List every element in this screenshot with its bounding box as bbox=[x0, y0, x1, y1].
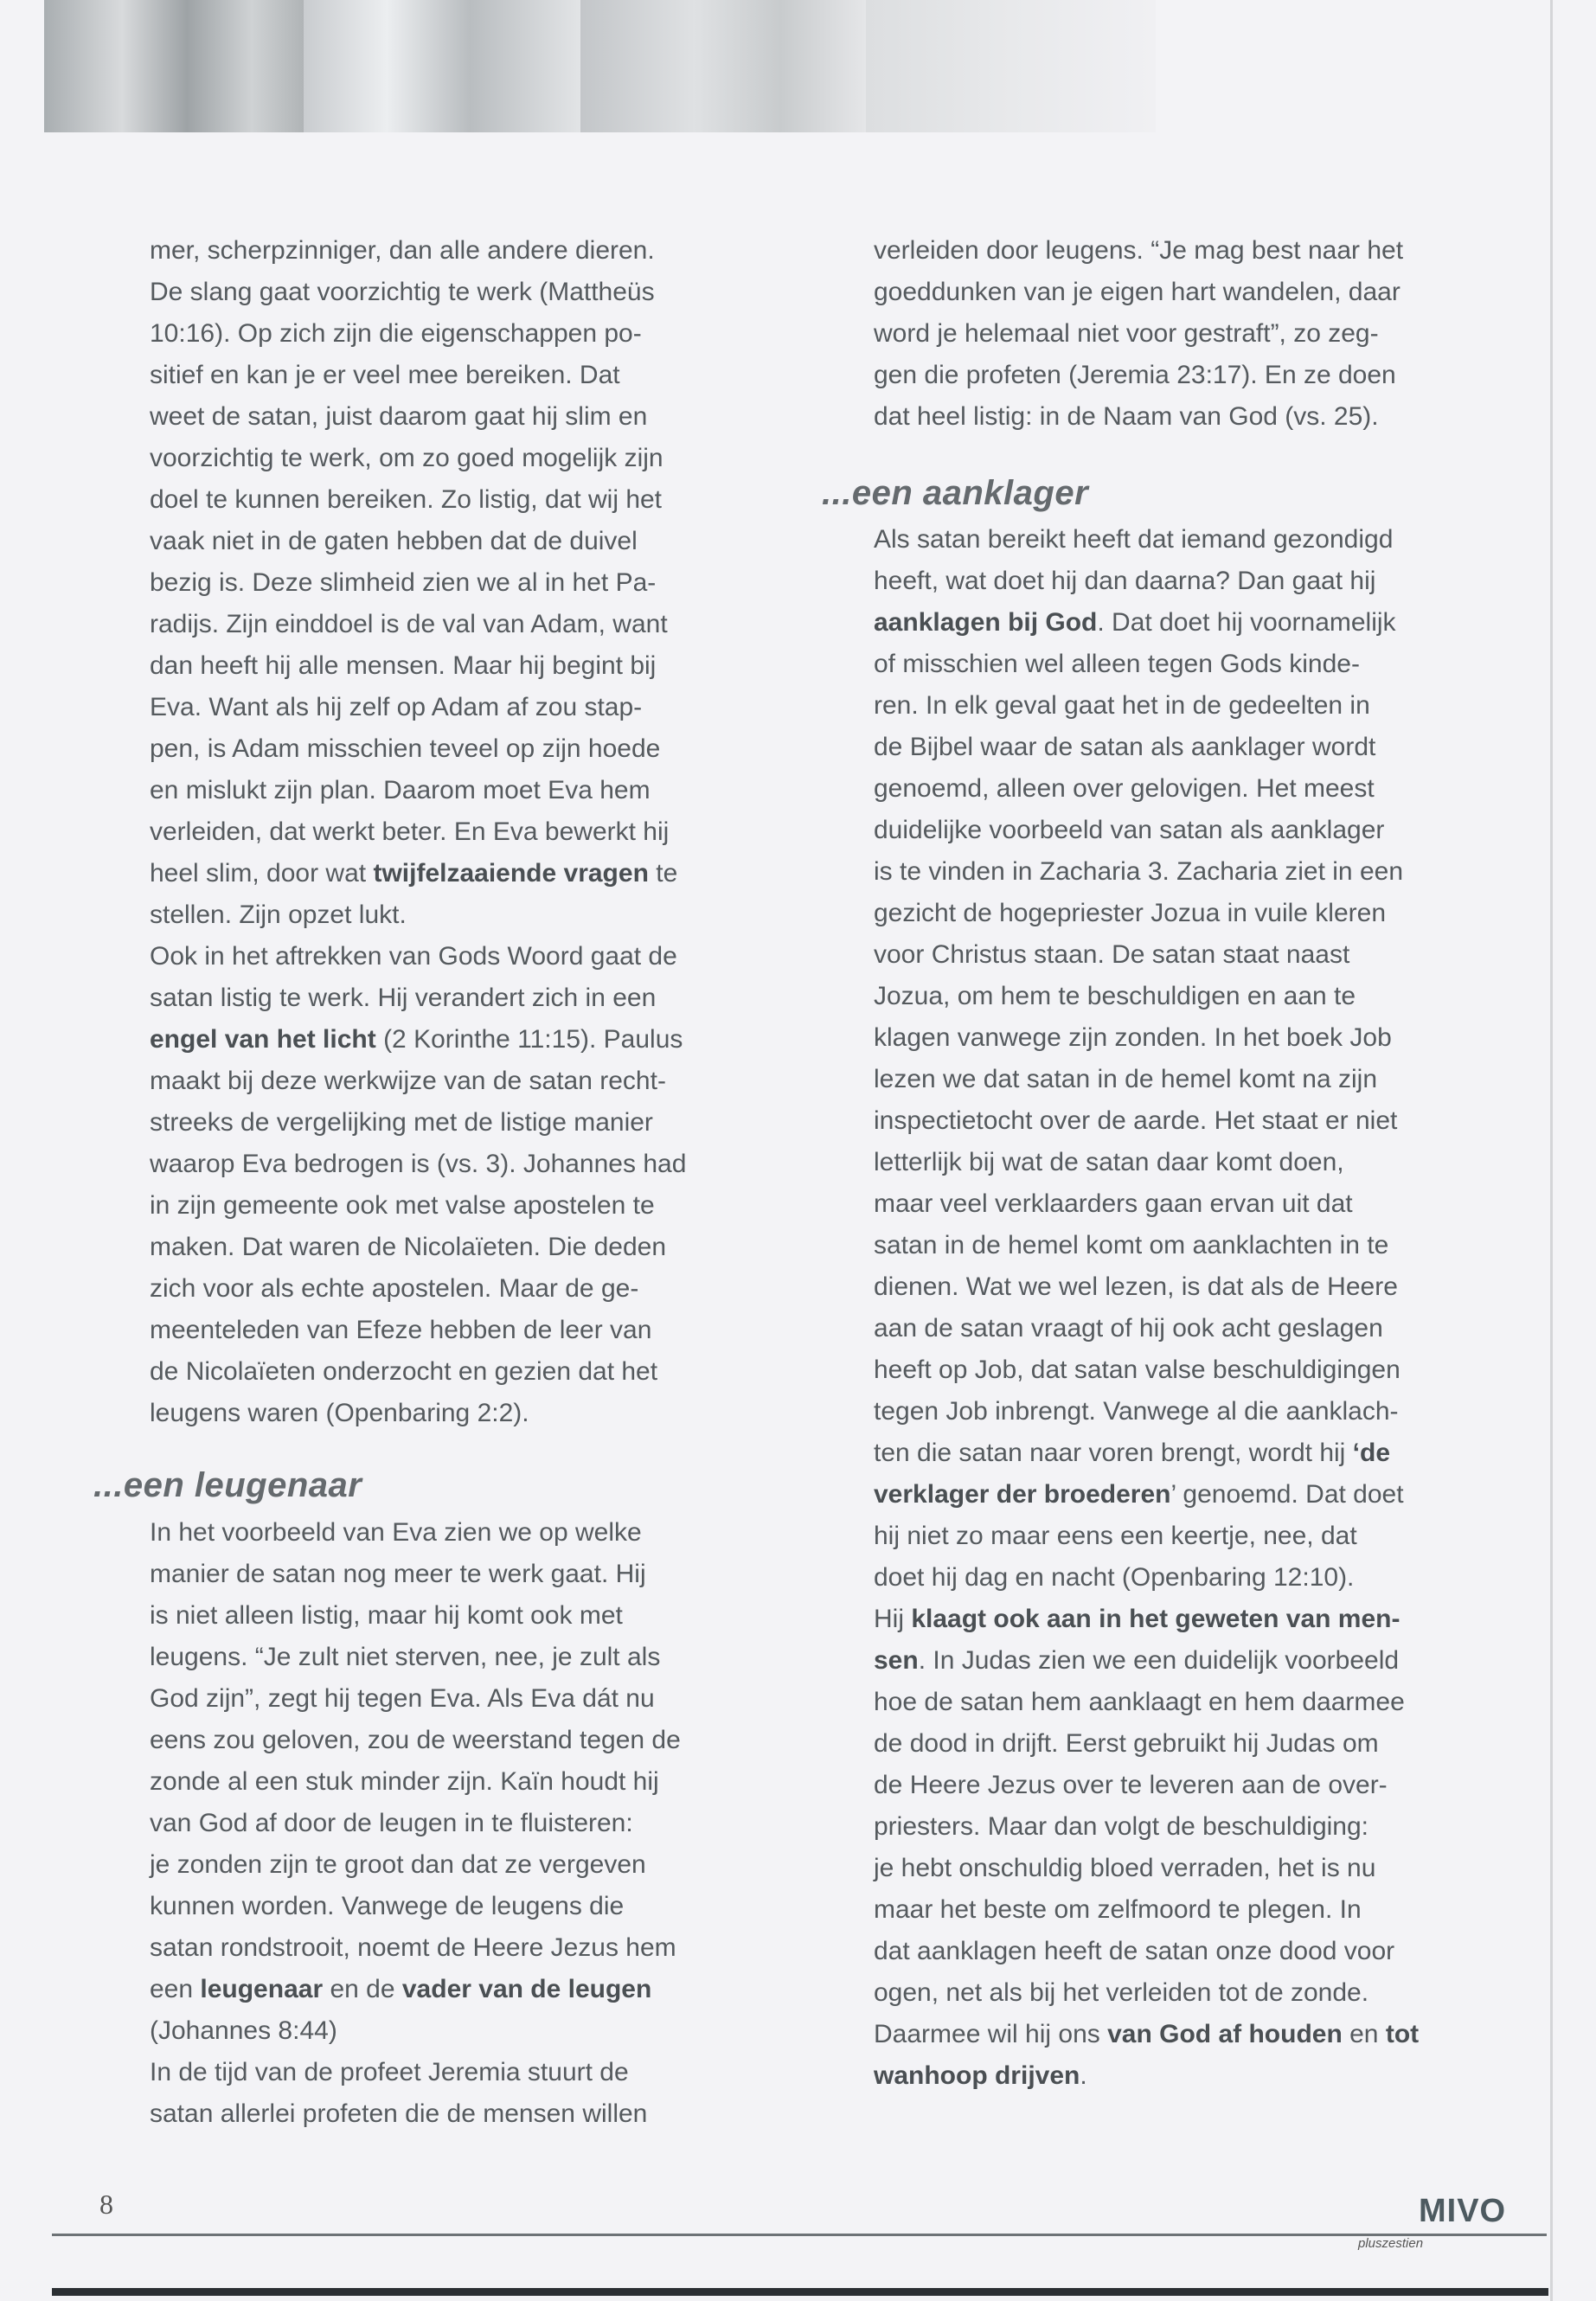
text-segment: een bbox=[150, 1975, 201, 2003]
text-line bbox=[874, 934, 1419, 976]
section-heading-leugenaar: ...een leugenaar bbox=[93, 1466, 362, 1504]
text-segment: In het voorbeeld van Eva zien we op welke bbox=[150, 1518, 642, 1547]
header-photo bbox=[580, 0, 866, 132]
text-line bbox=[874, 1017, 1419, 1059]
text-line bbox=[874, 1391, 1419, 1433]
text-segment: zich voor als echte apostelen. Maar de ge- bbox=[150, 1274, 639, 1303]
left-column-paragraph-2 bbox=[150, 1512, 681, 2135]
text-line bbox=[150, 853, 686, 894]
header-photo bbox=[44, 0, 304, 132]
text-line bbox=[874, 1931, 1419, 1972]
text-segment: maken. Dat waren de Nicolaïeten. Die deden bbox=[150, 1233, 667, 1261]
text-line bbox=[150, 1761, 681, 1803]
text-line bbox=[150, 1886, 681, 1927]
text-segment: maar het beste om zelfmoord te plegen. In bbox=[874, 1895, 1362, 1924]
text-line bbox=[874, 1599, 1419, 1640]
text-segment: kunnen worden. Vanwege de leugens die bbox=[150, 1892, 625, 1920]
text-segment: waarop Eva bedrogen is (vs. 3). Johannes had bbox=[150, 1150, 687, 1178]
header-photo bbox=[866, 0, 1156, 132]
text-segment: van God af door de leugen in te fluisteren: bbox=[150, 1809, 633, 1837]
text-segment: Ook in het aftrekken van Gods Woord gaat de bbox=[150, 942, 677, 971]
text-segment: . In Judas zien we een duidelijk voorbeeld bbox=[918, 1646, 1400, 1675]
text-segment: dan heeft hij alle mensen. Maar hij begint bij bbox=[150, 651, 657, 680]
text-line bbox=[874, 1557, 1419, 1599]
text-segment: bezig is. Deze slimheid zien we al in het Pa- bbox=[150, 568, 657, 597]
text-segment: de Heere Jezus over te leveren aan de over- bbox=[874, 1771, 1388, 1799]
bold-text: verklager der broederen bbox=[874, 1480, 1171, 1509]
text-segment: ’ genoemd. Dat doet bbox=[1170, 1480, 1404, 1509]
text-line bbox=[874, 1059, 1419, 1100]
text-segment: doel te kunnen bereiken. Zo listig, dat wij het bbox=[150, 485, 663, 514]
text-line bbox=[874, 1723, 1419, 1765]
text-line bbox=[150, 604, 686, 645]
text-segment: gen die profeten (Jeremia 23:17). En ze doen bbox=[874, 361, 1396, 389]
text-segment: gezicht de hogepriester Jozua in vuile kleren bbox=[874, 899, 1387, 927]
text-segment: is te vinden in Zacharia 3. Zacharia ziet in een bbox=[874, 857, 1403, 886]
text-segment: leugens waren (Openbaring 2:2). bbox=[150, 1399, 529, 1427]
text-segment: dienen. Wat we wel lezen, is dat als de Heere bbox=[874, 1272, 1398, 1301]
text-segment: zonde al een stuk minder zijn. Kaïn houdt hij bbox=[150, 1767, 659, 1796]
bold-text: van God af houden bbox=[1107, 2020, 1343, 2048]
text-segment: of misschien wel alleen tegen Gods kinde- bbox=[874, 650, 1360, 678]
bold-text: klaagt ook aan in het geweten van men- bbox=[911, 1605, 1401, 1633]
text-line bbox=[874, 602, 1419, 644]
text-segment: dat aanklagen heeft de satan onze dood voor bbox=[874, 1937, 1395, 1965]
bold-text: ‘de bbox=[1352, 1439, 1391, 1467]
text-segment: radijs. Zijn einddoel is de val van Adam, want bbox=[150, 610, 668, 638]
text-segment: ogen, net als bij het verleiden tot de zonde. bbox=[874, 1978, 1369, 2007]
text-line bbox=[874, 1142, 1419, 1183]
text-line bbox=[874, 644, 1419, 685]
text-segment: vaak niet in de gaten hebben dat de duivel bbox=[150, 527, 638, 555]
text-line bbox=[874, 1183, 1419, 1225]
text-segment: priesters. Maar dan volgt de beschuldiging: bbox=[874, 1812, 1368, 1841]
text-segment: stellen. Zijn opzet lukt. bbox=[150, 901, 407, 929]
text-segment: weet de satan, juist daarom gaat hij slim en bbox=[150, 402, 648, 431]
text-line bbox=[150, 1061, 686, 1102]
text-line bbox=[150, 1637, 681, 1678]
text-line bbox=[150, 687, 686, 728]
text-line bbox=[150, 438, 686, 479]
text-segment: heel slim, door wat bbox=[150, 859, 374, 888]
text-line bbox=[874, 313, 1403, 355]
text-line bbox=[150, 1595, 681, 1637]
text-segment: te bbox=[648, 859, 678, 888]
text-segment: ren. In elk geval gaat het in de gedeelten in bbox=[874, 691, 1370, 720]
text-line bbox=[874, 272, 1403, 313]
text-segment: . Dat doet hij voornamelijk bbox=[1097, 608, 1396, 637]
text-segment: manier de satan nog meer te werk gaat. Hij bbox=[150, 1560, 646, 1588]
bold-text: sen bbox=[874, 1646, 919, 1675]
bold-text: twijfelzaaiende vragen bbox=[373, 859, 649, 888]
text-line bbox=[874, 1308, 1419, 1349]
text-segment: . bbox=[1080, 2061, 1087, 2090]
text-line bbox=[150, 1969, 681, 2010]
text-line bbox=[874, 1806, 1419, 1848]
text-segment: streeks de vergelijking met de listige manier bbox=[150, 1108, 653, 1137]
text-segment: doet hij dag en nacht (Openbaring 12:10). bbox=[874, 1563, 1355, 1592]
text-segment: klagen vanwege zijn zonden. In het boek Job bbox=[874, 1023, 1392, 1052]
text-segment: inspectietocht over de aarde. Het staat er niet bbox=[874, 1106, 1398, 1135]
text-segment: heeft, wat doet hij dan daarna? Dan gaat hij bbox=[874, 567, 1376, 595]
text-segment: satan allerlei profeten die de mensen willen bbox=[150, 2099, 648, 2128]
text-segment: de Nicolaïeten onderzocht en gezien dat het bbox=[150, 1357, 658, 1386]
text-segment: je zonden zijn te groot dan dat ze vergeven bbox=[150, 1850, 646, 1879]
text-line bbox=[150, 1678, 681, 1720]
text-segment: hij niet zo maar eens een keertje, nee, dat bbox=[874, 1522, 1357, 1550]
text-line bbox=[874, 230, 1403, 272]
footer-rule bbox=[52, 2234, 1547, 2236]
text-segment: Eva. Want als hij zelf op Adam af zou stap- bbox=[150, 693, 643, 721]
brand-tagline: pluszestien bbox=[1358, 2236, 1424, 2251]
text-segment: is niet alleen listig, maar hij komt ook met bbox=[150, 1601, 623, 1630]
bold-text: tot bbox=[1385, 2020, 1420, 2048]
text-segment: In de tijd van de profeet Jeremia stuurt de bbox=[150, 2058, 629, 2086]
text-line bbox=[150, 2052, 681, 2093]
text-segment: verleiden door leugens. “Je mag best naar het bbox=[874, 236, 1404, 265]
text-segment: Hij bbox=[874, 1605, 912, 1633]
text-segment: God zijn”, zegt hij tegen Eva. Als Eva dát nu bbox=[150, 1684, 655, 1713]
text-line bbox=[874, 851, 1419, 893]
text-segment: De slang gaat voorzichtig te werk (Mattheüs bbox=[150, 278, 655, 306]
text-segment: (Johannes 8:44) bbox=[150, 2016, 337, 2045]
text-line bbox=[874, 976, 1419, 1017]
bold-text: engel van het licht bbox=[150, 1025, 376, 1054]
text-line bbox=[150, 770, 686, 811]
text-segment: Jozua, om hem te beschuldigen en aan te bbox=[874, 982, 1356, 1010]
text-line bbox=[150, 645, 686, 687]
text-segment: en bbox=[1342, 2020, 1386, 2048]
text-segment: 10:16). Op zich zijn die eigenschappen po- bbox=[150, 319, 642, 348]
text-line bbox=[874, 2055, 1419, 2097]
text-line bbox=[874, 1972, 1419, 2014]
text-segment: eens zou geloven, zou de weerstand tegen de bbox=[150, 1726, 681, 1754]
brand-name: MIVO bbox=[1419, 2193, 1507, 2229]
text-line bbox=[874, 519, 1419, 561]
text-line bbox=[874, 1765, 1419, 1806]
text-segment: de dood in drijft. Eerst gebruikt hij Judas om bbox=[874, 1729, 1379, 1758]
text-line bbox=[150, 2010, 681, 2052]
text-line bbox=[150, 1351, 686, 1393]
text-segment: en mislukt zijn plan. Daarom moet Eva hem bbox=[150, 776, 651, 804]
text-line bbox=[150, 562, 686, 604]
text-line bbox=[874, 1682, 1419, 1723]
bottom-scan-edge bbox=[52, 2288, 1548, 2296]
text-line bbox=[150, 1720, 681, 1761]
text-segment: meenteleden van Efeze hebben de leer van bbox=[150, 1316, 652, 1344]
text-line bbox=[150, 811, 686, 853]
text-segment: (2 Korinthe 11:15). Paulus bbox=[375, 1025, 683, 1054]
text-segment: satan rondstrooit, noemt de Heere Jezus hem bbox=[150, 1933, 676, 1962]
text-segment: dat heel listig: in de Naam van God (vs. 25). bbox=[874, 402, 1379, 431]
text-line bbox=[150, 521, 686, 562]
text-line bbox=[874, 1640, 1419, 1682]
page-edge bbox=[1550, 0, 1553, 2301]
text-segment: word je helemaal niet voor gestraft”, zo zeg- bbox=[874, 319, 1379, 348]
text-line bbox=[150, 1844, 681, 1886]
text-segment: je hebt onschuldig bloed verraden, het is nu bbox=[874, 1854, 1376, 1882]
text-line bbox=[874, 1474, 1419, 1516]
text-line bbox=[150, 1554, 681, 1595]
text-segment: Als satan bereikt heeft dat iemand gezondigd bbox=[874, 525, 1394, 554]
page-number: 8 bbox=[99, 2189, 113, 2220]
text-line bbox=[150, 396, 686, 438]
text-segment: duidelijke voorbeeld van satan als aanklager bbox=[874, 816, 1385, 844]
bold-text: wanhoop drijven bbox=[874, 2061, 1080, 2090]
text-line bbox=[150, 1227, 686, 1268]
text-segment: hoe de satan hem aanklaagt en hem daarmee bbox=[874, 1688, 1405, 1716]
text-segment: verleiden, dat werkt beter. En Eva bewerkt hij bbox=[150, 817, 670, 846]
text-line bbox=[150, 1268, 686, 1310]
text-line bbox=[150, 1102, 686, 1144]
text-line bbox=[150, 1803, 681, 1844]
text-segment: en de bbox=[323, 1975, 402, 2003]
text-segment: lezen we dat satan in de hemel komt na zijn bbox=[874, 1065, 1377, 1093]
text-line bbox=[150, 1927, 681, 1969]
text-segment: tegen Job inbrengt. Vanwege al die aanklach- bbox=[874, 1397, 1399, 1426]
right-column-paragraph-1 bbox=[874, 230, 1403, 438]
text-segment: satan listig te werk. Hij verandert zich in een bbox=[150, 984, 657, 1012]
text-line bbox=[874, 893, 1419, 934]
text-line bbox=[150, 1185, 686, 1227]
text-line bbox=[150, 1393, 686, 1434]
header-photo-strip bbox=[44, 0, 1156, 132]
text-segment: maar veel verklaarders gaan ervan uit dat bbox=[874, 1189, 1353, 1218]
text-line bbox=[874, 561, 1419, 602]
text-segment: mer, scherpzinniger, dan alle andere dieren. bbox=[150, 236, 655, 265]
text-line bbox=[874, 1266, 1419, 1308]
text-line bbox=[874, 396, 1403, 438]
left-column-paragraph-1 bbox=[150, 230, 686, 1434]
text-segment: pen, is Adam misschien teveel op zijn hoede bbox=[150, 734, 661, 763]
text-segment: in zijn gemeente ook met valse apostelen te bbox=[150, 1191, 655, 1220]
text-line bbox=[150, 1144, 686, 1185]
text-line bbox=[150, 313, 686, 355]
bold-text: leugenaar bbox=[200, 1975, 324, 2003]
text-segment: voor Christus staan. De satan staat naast bbox=[874, 940, 1350, 969]
text-segment: genoemd, alleen over gelovigen. Het meest bbox=[874, 774, 1375, 803]
text-segment: ten die satan naar voren brengt, wordt hij bbox=[874, 1439, 1353, 1467]
text-line bbox=[874, 1433, 1419, 1474]
text-line bbox=[150, 230, 686, 272]
text-line bbox=[874, 1889, 1419, 1931]
text-line bbox=[150, 1019, 686, 1061]
text-line bbox=[874, 1225, 1419, 1266]
text-line bbox=[874, 1848, 1419, 1889]
right-column-paragraph-2 bbox=[874, 519, 1419, 2097]
text-line bbox=[150, 1310, 686, 1351]
text-line bbox=[150, 936, 686, 977]
text-line bbox=[150, 977, 686, 1019]
text-segment: letterlijk bij wat de satan daar komt doen, bbox=[874, 1148, 1344, 1176]
text-line bbox=[150, 479, 686, 521]
text-line bbox=[874, 2014, 1419, 2055]
bold-text: vader van de leugen bbox=[401, 1975, 652, 2003]
text-line bbox=[874, 1349, 1419, 1391]
text-line bbox=[874, 355, 1403, 396]
text-segment: maakt bij deze werkwijze van de satan recht- bbox=[150, 1067, 666, 1095]
text-line bbox=[874, 727, 1419, 768]
text-line bbox=[150, 728, 686, 770]
text-segment: Daarmee wil hij ons bbox=[874, 2020, 1108, 2048]
text-line bbox=[150, 894, 686, 936]
text-segment: aan de satan vraagt of hij ook acht geslagen bbox=[874, 1314, 1383, 1343]
text-segment: leugens. “Je zult niet sterven, nee, je zult als bbox=[150, 1643, 661, 1671]
section-heading-aanklager: ...een aanklager bbox=[822, 474, 1089, 512]
text-segment: de Bijbel waar de satan als aanklager wordt bbox=[874, 733, 1376, 761]
bold-text: aanklagen bij God bbox=[874, 608, 1098, 637]
text-line bbox=[874, 1100, 1419, 1142]
text-line bbox=[150, 2093, 681, 2135]
text-segment: goeddunken van je eigen hart wandelen, daar bbox=[874, 278, 1401, 306]
text-line bbox=[874, 768, 1419, 810]
text-line bbox=[150, 355, 686, 396]
text-line bbox=[874, 810, 1419, 851]
text-line bbox=[874, 1516, 1419, 1557]
text-line bbox=[150, 272, 686, 313]
text-line bbox=[150, 1512, 681, 1554]
text-line bbox=[874, 685, 1419, 727]
text-segment: satan in de hemel komt om aanklachten in te bbox=[874, 1231, 1389, 1259]
text-segment: sitief en kan je er veel mee bereiken. Dat bbox=[150, 361, 620, 389]
header-photo bbox=[304, 0, 580, 132]
text-segment: heeft op Job, dat satan valse beschuldigingen bbox=[874, 1356, 1401, 1384]
text-segment: voorzichtig te werk, om zo goed mogelijk zijn bbox=[150, 444, 663, 472]
